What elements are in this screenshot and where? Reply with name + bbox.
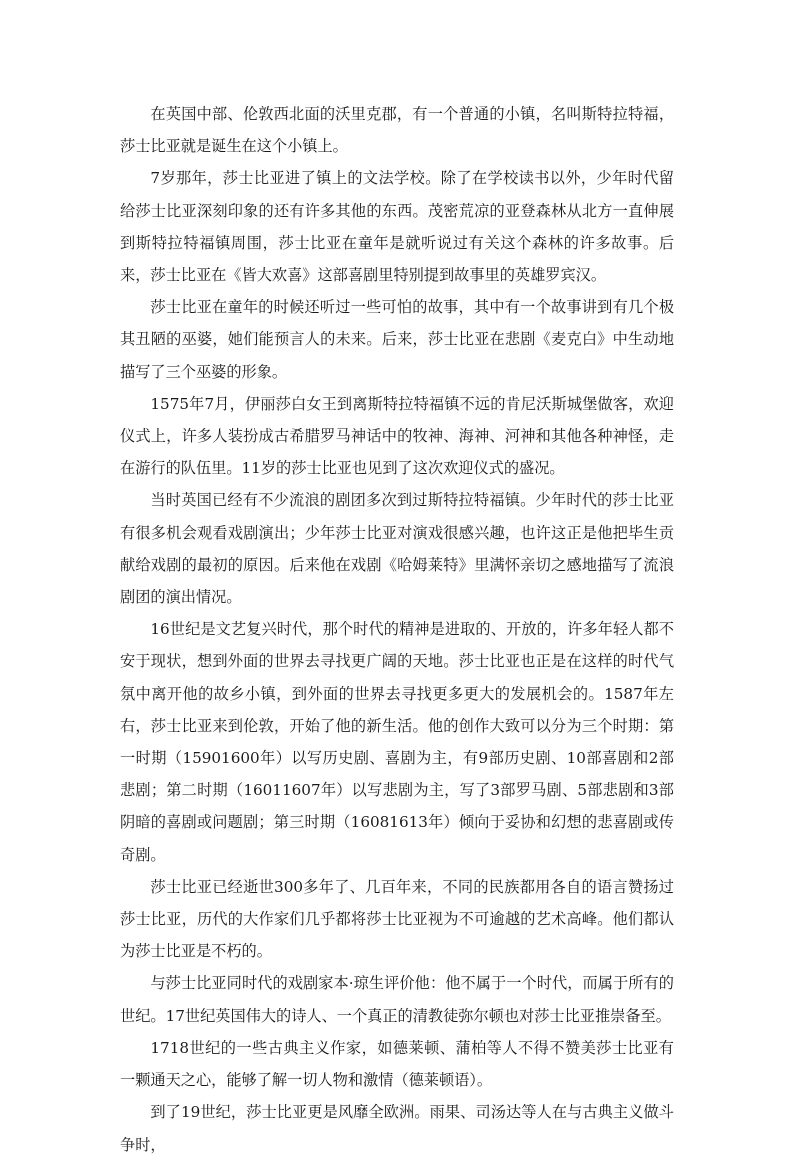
paragraph-grammar-school: 7岁那年，莎士比亚进了镇上的文法学校。除了在学校读书以外，少年时代留给莎士比亚深刻印象的还有许多其他的东西。茂密荒凉的亚登森林从北方一直伸展到斯特拉特福镇周围，莎士比亚在童年是就听说过有关这个森林的许多故事。后来，莎士比亚在《皆大欢喜》这部喜剧里特别提到故事里的英雄罗宾汉。 xyxy=(120,169,674,285)
document-page xyxy=(120,98,674,1161)
paragraph-ben-jonson: 与莎士比亚同时代的戏剧家本·琼生评价他：他不属于一个时代，而属于所有的世纪。17世纪英国伟大的诗人、一个真正的清教徒弥尔顿也对莎士比亚推崇备至。 xyxy=(120,974,674,1025)
paragraph-classicists: 1718世纪的一些古典主义作家，如德莱顿、蒲柏等人不得不赞美莎士比亚有一颗通天之心，能够了解一切人物和激情（德莱顿语）。 xyxy=(120,1038,674,1090)
paragraph-queen-visit: 1575年7月，伊丽莎白女王到离斯特拉特福镇不远的肯尼沃斯城堡做客，欢迎仪式上，许多人装扮成古希腊罗马神话中的牧神、海神、河神和其他各种神怪，走在游行的队伍里。11岁的莎士比亚也见到了这次欢迎仪式的盛况。 xyxy=(120,394,674,478)
paragraph-immortal-legacy: 莎士比亚已经逝世300多年了、几百年来，不同的民族都用各自的语言赞扬过莎士比亚，历代的大作家们几乎都将莎士比亚视为不可逾越的艺术高峰。他们都认为莎士比亚是不朽的。 xyxy=(120,877,674,961)
paragraph-19th-century: 到了19世纪，莎士比亚更是风靡全欧洲。雨果、司汤达等人在与古典主义做斗争时， xyxy=(120,1103,674,1154)
paragraph-witch-stories: 莎士比亚在童年的时候还听过一些可怕的故事，其中有一个故事讲到有几个极其丑陋的巫婆，她们能预言人的未来。后来，莎士比亚在悲剧《麦克白》中生动地描写了三个巫婆的形象。 xyxy=(120,298,674,381)
paragraph-touring-troupes: 当时英国已经有不少流浪的剧团多次到过斯特拉特福镇。少年时代的莎士比亚有很多机会观看戏剧演出；少年莎士比亚对演戏很感兴趣，也许这正是他把毕生贡献给戏剧的最初的原因。后来他在戏剧《哈姆莱特》里满怀亲切之感地描写了流浪剧团的演出情况。 xyxy=(120,491,674,607)
paragraph-birthplace: 在英国中部、伦敦西北面的沃里克郡，有一个普通的小镇，名叫斯特拉特福，莎士比亚就是诞生在这个小镇上。 xyxy=(120,105,674,156)
paragraph-renaissance-career: 16世纪是文艺复兴时代，那个时代的精神是进取的、开放的，许多年轻人都不安于现状，想到外面的世界去寻找更广阔的天地。莎士比亚也正是在这样的时代气氛中离开他的故乡小镇，到外面的世界去寻找更多更大的发展机会的。1587年左右，莎士比亚来到伦敦，开始了他的新生活。他的创作大致可以分为三个时期：第一时期（15901600年）以写历史剧、喜剧为主，有9部历史剧、10部喜剧和2部悲剧；第二时期（16011607年）以写悲剧为主，写了3部罗马剧、5部悲剧和3部阴暗的喜剧或问题剧；第三时期（16081613年）倾向于妥协和幻想的悲喜剧或传奇剧。 xyxy=(120,620,674,864)
